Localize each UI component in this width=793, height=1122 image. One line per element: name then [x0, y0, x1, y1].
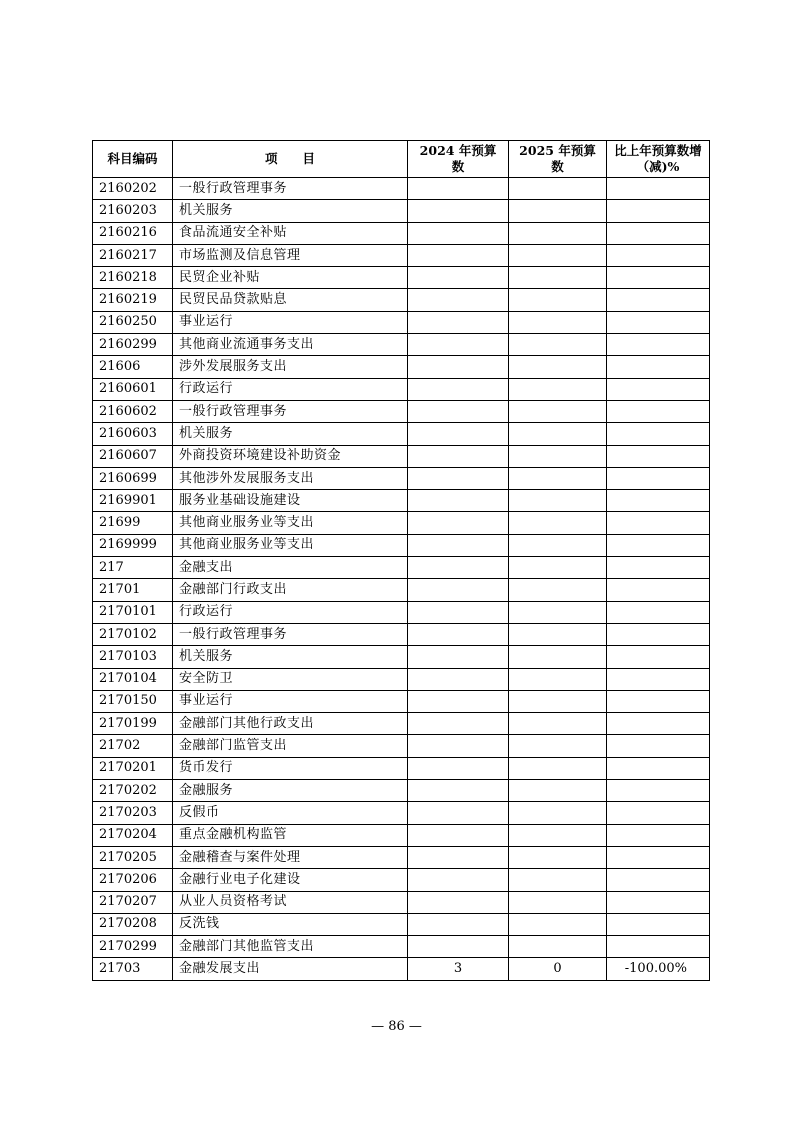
- item-cell: 金融支出: [173, 557, 408, 579]
- change-cell: [607, 334, 710, 356]
- code-cell: 2160203: [93, 200, 173, 222]
- table-row: [93, 178, 710, 200]
- item-cell: 服务业基础设施建设: [173, 490, 408, 512]
- table-row: [93, 423, 710, 445]
- change-cell: [607, 690, 710, 712]
- item-cell: 市场监测及信息管理: [173, 244, 408, 266]
- table-row: [93, 958, 710, 980]
- item-cell: 民贸企业补贴: [173, 267, 408, 289]
- change-cell: [607, 646, 710, 668]
- budget-2025-cell: [509, 735, 607, 757]
- change-cell: [607, 735, 710, 757]
- code-cell: 2160217: [93, 244, 173, 266]
- budget-2025-cell: [509, 267, 607, 289]
- table-row: [93, 757, 710, 779]
- code-cell: 2160216: [93, 222, 173, 244]
- item-cell: 其他商业流通事务支出: [173, 334, 408, 356]
- code-cell: 2160601: [93, 378, 173, 400]
- code-cell: 2160218: [93, 267, 173, 289]
- code-cell: 2170150: [93, 690, 173, 712]
- change-cell: [607, 289, 710, 311]
- table-row: [93, 846, 710, 868]
- code-cell: 2160699: [93, 467, 173, 489]
- budget-2025-cell: [509, 311, 607, 333]
- table-row: [93, 824, 710, 846]
- code-cell: 2170103: [93, 646, 173, 668]
- budget-2024-cell: [408, 222, 509, 244]
- change-cell: [607, 178, 710, 200]
- budget-2025-cell: [509, 334, 607, 356]
- code-cell: 2170299: [93, 936, 173, 958]
- budget-2025-cell: 0: [509, 958, 607, 980]
- table-row: [93, 735, 710, 757]
- budget-2025-cell: [509, 557, 607, 579]
- table-row: [93, 780, 710, 802]
- budget-2025-cell: [509, 400, 607, 422]
- change-cell: [607, 534, 710, 556]
- budget-2024-cell: [408, 467, 509, 489]
- change-cell: [607, 400, 710, 422]
- budget-2025-cell: [509, 178, 607, 200]
- item-cell: 行政运行: [173, 601, 408, 623]
- change-cell: [607, 557, 710, 579]
- budget-2025-cell: [509, 913, 607, 935]
- code-cell: 2160607: [93, 445, 173, 467]
- change-cell: [607, 512, 710, 534]
- budget-2024-cell: [408, 267, 509, 289]
- item-cell: 外商投资环境建设补助资金: [173, 445, 408, 467]
- budget-2024-cell: [408, 311, 509, 333]
- budget-2025-cell: [509, 757, 607, 779]
- code-cell: 2170199: [93, 713, 173, 735]
- item-cell: 一般行政管理事务: [173, 623, 408, 645]
- change-cell: [607, 757, 710, 779]
- budget-2024-cell: [408, 735, 509, 757]
- budget-2024-cell: [408, 757, 509, 779]
- code-cell: 21701: [93, 579, 173, 601]
- item-cell: 金融行业电子化建设: [173, 869, 408, 891]
- budget-2025-cell: [509, 869, 607, 891]
- table-row: [93, 490, 710, 512]
- change-cell: [607, 869, 710, 891]
- item-cell: 机关服务: [173, 200, 408, 222]
- change-cell: [607, 780, 710, 802]
- table-row: [93, 222, 710, 244]
- budget-2024-cell: [408, 846, 509, 868]
- change-cell: [607, 267, 710, 289]
- budget-2025-cell: [509, 601, 607, 623]
- budget-2025-cell: [509, 490, 607, 512]
- budget-2024-cell: [408, 623, 509, 645]
- item-cell: 金融部门其他行政支出: [173, 713, 408, 735]
- change-cell: [607, 378, 710, 400]
- code-cell: 2160250: [93, 311, 173, 333]
- table-row: [93, 200, 710, 222]
- budget-2024-cell: [408, 557, 509, 579]
- item-cell: 金融服务: [173, 780, 408, 802]
- budget-2024-cell: [408, 913, 509, 935]
- table-row: [93, 579, 710, 601]
- budget-2025-cell: [509, 378, 607, 400]
- budget-2025-cell: [509, 646, 607, 668]
- table-row: [93, 334, 710, 356]
- item-cell: 一般行政管理事务: [173, 400, 408, 422]
- table-row: [93, 891, 710, 913]
- code-cell: 2170201: [93, 757, 173, 779]
- code-cell: 2170208: [93, 913, 173, 935]
- table-row: [93, 623, 710, 645]
- header-code: 科目编码: [93, 141, 173, 178]
- table-row: [93, 289, 710, 311]
- change-cell: [607, 311, 710, 333]
- budget-2024-cell: [408, 400, 509, 422]
- budget-2024-cell: [408, 824, 509, 846]
- budget-2024-cell: [408, 423, 509, 445]
- budget-2025-cell: [509, 445, 607, 467]
- budget-2024-cell: [408, 668, 509, 690]
- budget-2025-cell: [509, 289, 607, 311]
- budget-2025-cell: [509, 780, 607, 802]
- budget-table: [92, 140, 710, 981]
- item-cell: 金融部门行政支出: [173, 579, 408, 601]
- budget-2024-cell: [408, 356, 509, 378]
- budget-2025-cell: [509, 936, 607, 958]
- item-cell: 反洗钱: [173, 913, 408, 935]
- budget-2025-cell: [509, 222, 607, 244]
- budget-2024-cell: [408, 936, 509, 958]
- budget-2024-cell: [408, 378, 509, 400]
- budget-2025-cell: [509, 623, 607, 645]
- budget-2024-cell: [408, 780, 509, 802]
- table-row: [93, 601, 710, 623]
- change-cell: [607, 467, 710, 489]
- change-cell: [607, 802, 710, 824]
- table-row: [93, 713, 710, 735]
- budget-2024-cell: [408, 802, 509, 824]
- item-cell: 事业运行: [173, 311, 408, 333]
- code-cell: 2170205: [93, 846, 173, 868]
- code-cell: 2160602: [93, 400, 173, 422]
- table-row: [93, 668, 710, 690]
- budget-2025-cell: [509, 579, 607, 601]
- code-cell: 217: [93, 557, 173, 579]
- code-cell: 21702: [93, 735, 173, 757]
- budget-2024-cell: 3: [408, 958, 509, 980]
- code-cell: 2170203: [93, 802, 173, 824]
- change-cell: [607, 936, 710, 958]
- item-cell: 行政运行: [173, 378, 408, 400]
- table-row: [93, 557, 710, 579]
- budget-2024-cell: [408, 713, 509, 735]
- code-cell: 2160202: [93, 178, 173, 200]
- table-row: [93, 356, 710, 378]
- budget-2025-cell: [509, 423, 607, 445]
- change-cell: [607, 490, 710, 512]
- change-cell: [607, 846, 710, 868]
- item-cell: 从业人员资格考试: [173, 891, 408, 913]
- table-row: [93, 311, 710, 333]
- budget-2025-cell: [509, 534, 607, 556]
- item-cell: 重点金融机构监管: [173, 824, 408, 846]
- table-header-row: [93, 141, 710, 178]
- item-cell: 金融发展支出: [173, 958, 408, 980]
- item-cell: 其他涉外发展服务支出: [173, 467, 408, 489]
- item-cell: 食品流通安全补贴: [173, 222, 408, 244]
- budget-2024-cell: [408, 178, 509, 200]
- table-row: [93, 400, 710, 422]
- budget-2024-cell: [408, 334, 509, 356]
- change-cell: [607, 601, 710, 623]
- budget-2024-cell: [408, 512, 509, 534]
- item-cell: 货币发行: [173, 757, 408, 779]
- item-cell: 事业运行: [173, 690, 408, 712]
- change-cell: [607, 244, 710, 266]
- table-row: [93, 378, 710, 400]
- item-cell: 机关服务: [173, 646, 408, 668]
- item-cell: 反假币: [173, 802, 408, 824]
- table-row: [93, 690, 710, 712]
- budget-2025-cell: [509, 846, 607, 868]
- change-cell: [607, 891, 710, 913]
- code-cell: 2170104: [93, 668, 173, 690]
- change-cell: [607, 356, 710, 378]
- item-cell: 金融稽查与案件处理: [173, 846, 408, 868]
- code-cell: 2170204: [93, 824, 173, 846]
- budget-2024-cell: [408, 579, 509, 601]
- table-row: [93, 936, 710, 958]
- budget-2024-cell: [408, 200, 509, 222]
- change-cell: [607, 668, 710, 690]
- code-cell: 2160299: [93, 334, 173, 356]
- page-number: — 86 —: [371, 1019, 422, 1034]
- item-cell: 民贸民品贷款贴息: [173, 289, 408, 311]
- table-row: [93, 512, 710, 534]
- budget-2024-cell: [408, 646, 509, 668]
- budget-2025-cell: [509, 713, 607, 735]
- table-row: [93, 802, 710, 824]
- budget-2024-cell: [408, 534, 509, 556]
- item-cell: 金融部门其他监管支出: [173, 936, 408, 958]
- code-cell: 2170102: [93, 623, 173, 645]
- table-row: [93, 869, 710, 891]
- budget-2024-cell: [408, 601, 509, 623]
- item-cell: 其他商业服务业等支出: [173, 534, 408, 556]
- budget-2025-cell: [509, 802, 607, 824]
- header-item: 项 目: [173, 141, 408, 178]
- code-cell: 2170207: [93, 891, 173, 913]
- change-cell: [607, 445, 710, 467]
- budget-2025-cell: [509, 356, 607, 378]
- budget-2024-cell: [408, 869, 509, 891]
- header-budget-2025: 2025 年预算数: [509, 141, 607, 178]
- budget-2025-cell: [509, 891, 607, 913]
- budget-2025-cell: [509, 467, 607, 489]
- item-cell: 涉外发展服务支出: [173, 356, 408, 378]
- change-cell: [607, 423, 710, 445]
- table-row: [93, 913, 710, 935]
- table-row: [93, 445, 710, 467]
- budget-2024-cell: [408, 490, 509, 512]
- code-cell: 21703: [93, 958, 173, 980]
- budget-2025-cell: [509, 690, 607, 712]
- budget-2025-cell: [509, 512, 607, 534]
- change-cell: -100.00%: [607, 958, 710, 980]
- budget-2024-cell: [408, 289, 509, 311]
- code-cell: 2169901: [93, 490, 173, 512]
- item-cell: 安全防卫: [173, 668, 408, 690]
- change-cell: [607, 579, 710, 601]
- code-cell: 2170206: [93, 869, 173, 891]
- code-cell: 21699: [93, 512, 173, 534]
- change-cell: [607, 200, 710, 222]
- header-budget-2024: 2024 年预算数: [408, 141, 509, 178]
- code-cell: 2169999: [93, 534, 173, 556]
- code-cell: 2170202: [93, 780, 173, 802]
- code-cell: 2160603: [93, 423, 173, 445]
- item-cell: 机关服务: [173, 423, 408, 445]
- header-change: 比上年预算数增（减)%: [607, 141, 710, 178]
- code-cell: 2170101: [93, 601, 173, 623]
- table-body: [93, 178, 710, 981]
- change-cell: [607, 713, 710, 735]
- change-cell: [607, 222, 710, 244]
- table-row: [93, 646, 710, 668]
- budget-2024-cell: [408, 891, 509, 913]
- table-row: [93, 267, 710, 289]
- budget-2024-cell: [408, 445, 509, 467]
- code-cell: 21606: [93, 356, 173, 378]
- budget-2025-cell: [509, 200, 607, 222]
- code-cell: 2160219: [93, 289, 173, 311]
- budget-2024-cell: [408, 244, 509, 266]
- table-row: [93, 467, 710, 489]
- item-cell: 其他商业服务业等支出: [173, 512, 408, 534]
- change-cell: [607, 913, 710, 935]
- budget-2025-cell: [509, 668, 607, 690]
- change-cell: [607, 623, 710, 645]
- item-cell: 一般行政管理事务: [173, 178, 408, 200]
- change-cell: [607, 824, 710, 846]
- budget-2025-cell: [509, 244, 607, 266]
- budget-2024-cell: [408, 690, 509, 712]
- table-row: [93, 244, 710, 266]
- item-cell: 金融部门监管支出: [173, 735, 408, 757]
- budget-2025-cell: [509, 824, 607, 846]
- table-row: [93, 534, 710, 556]
